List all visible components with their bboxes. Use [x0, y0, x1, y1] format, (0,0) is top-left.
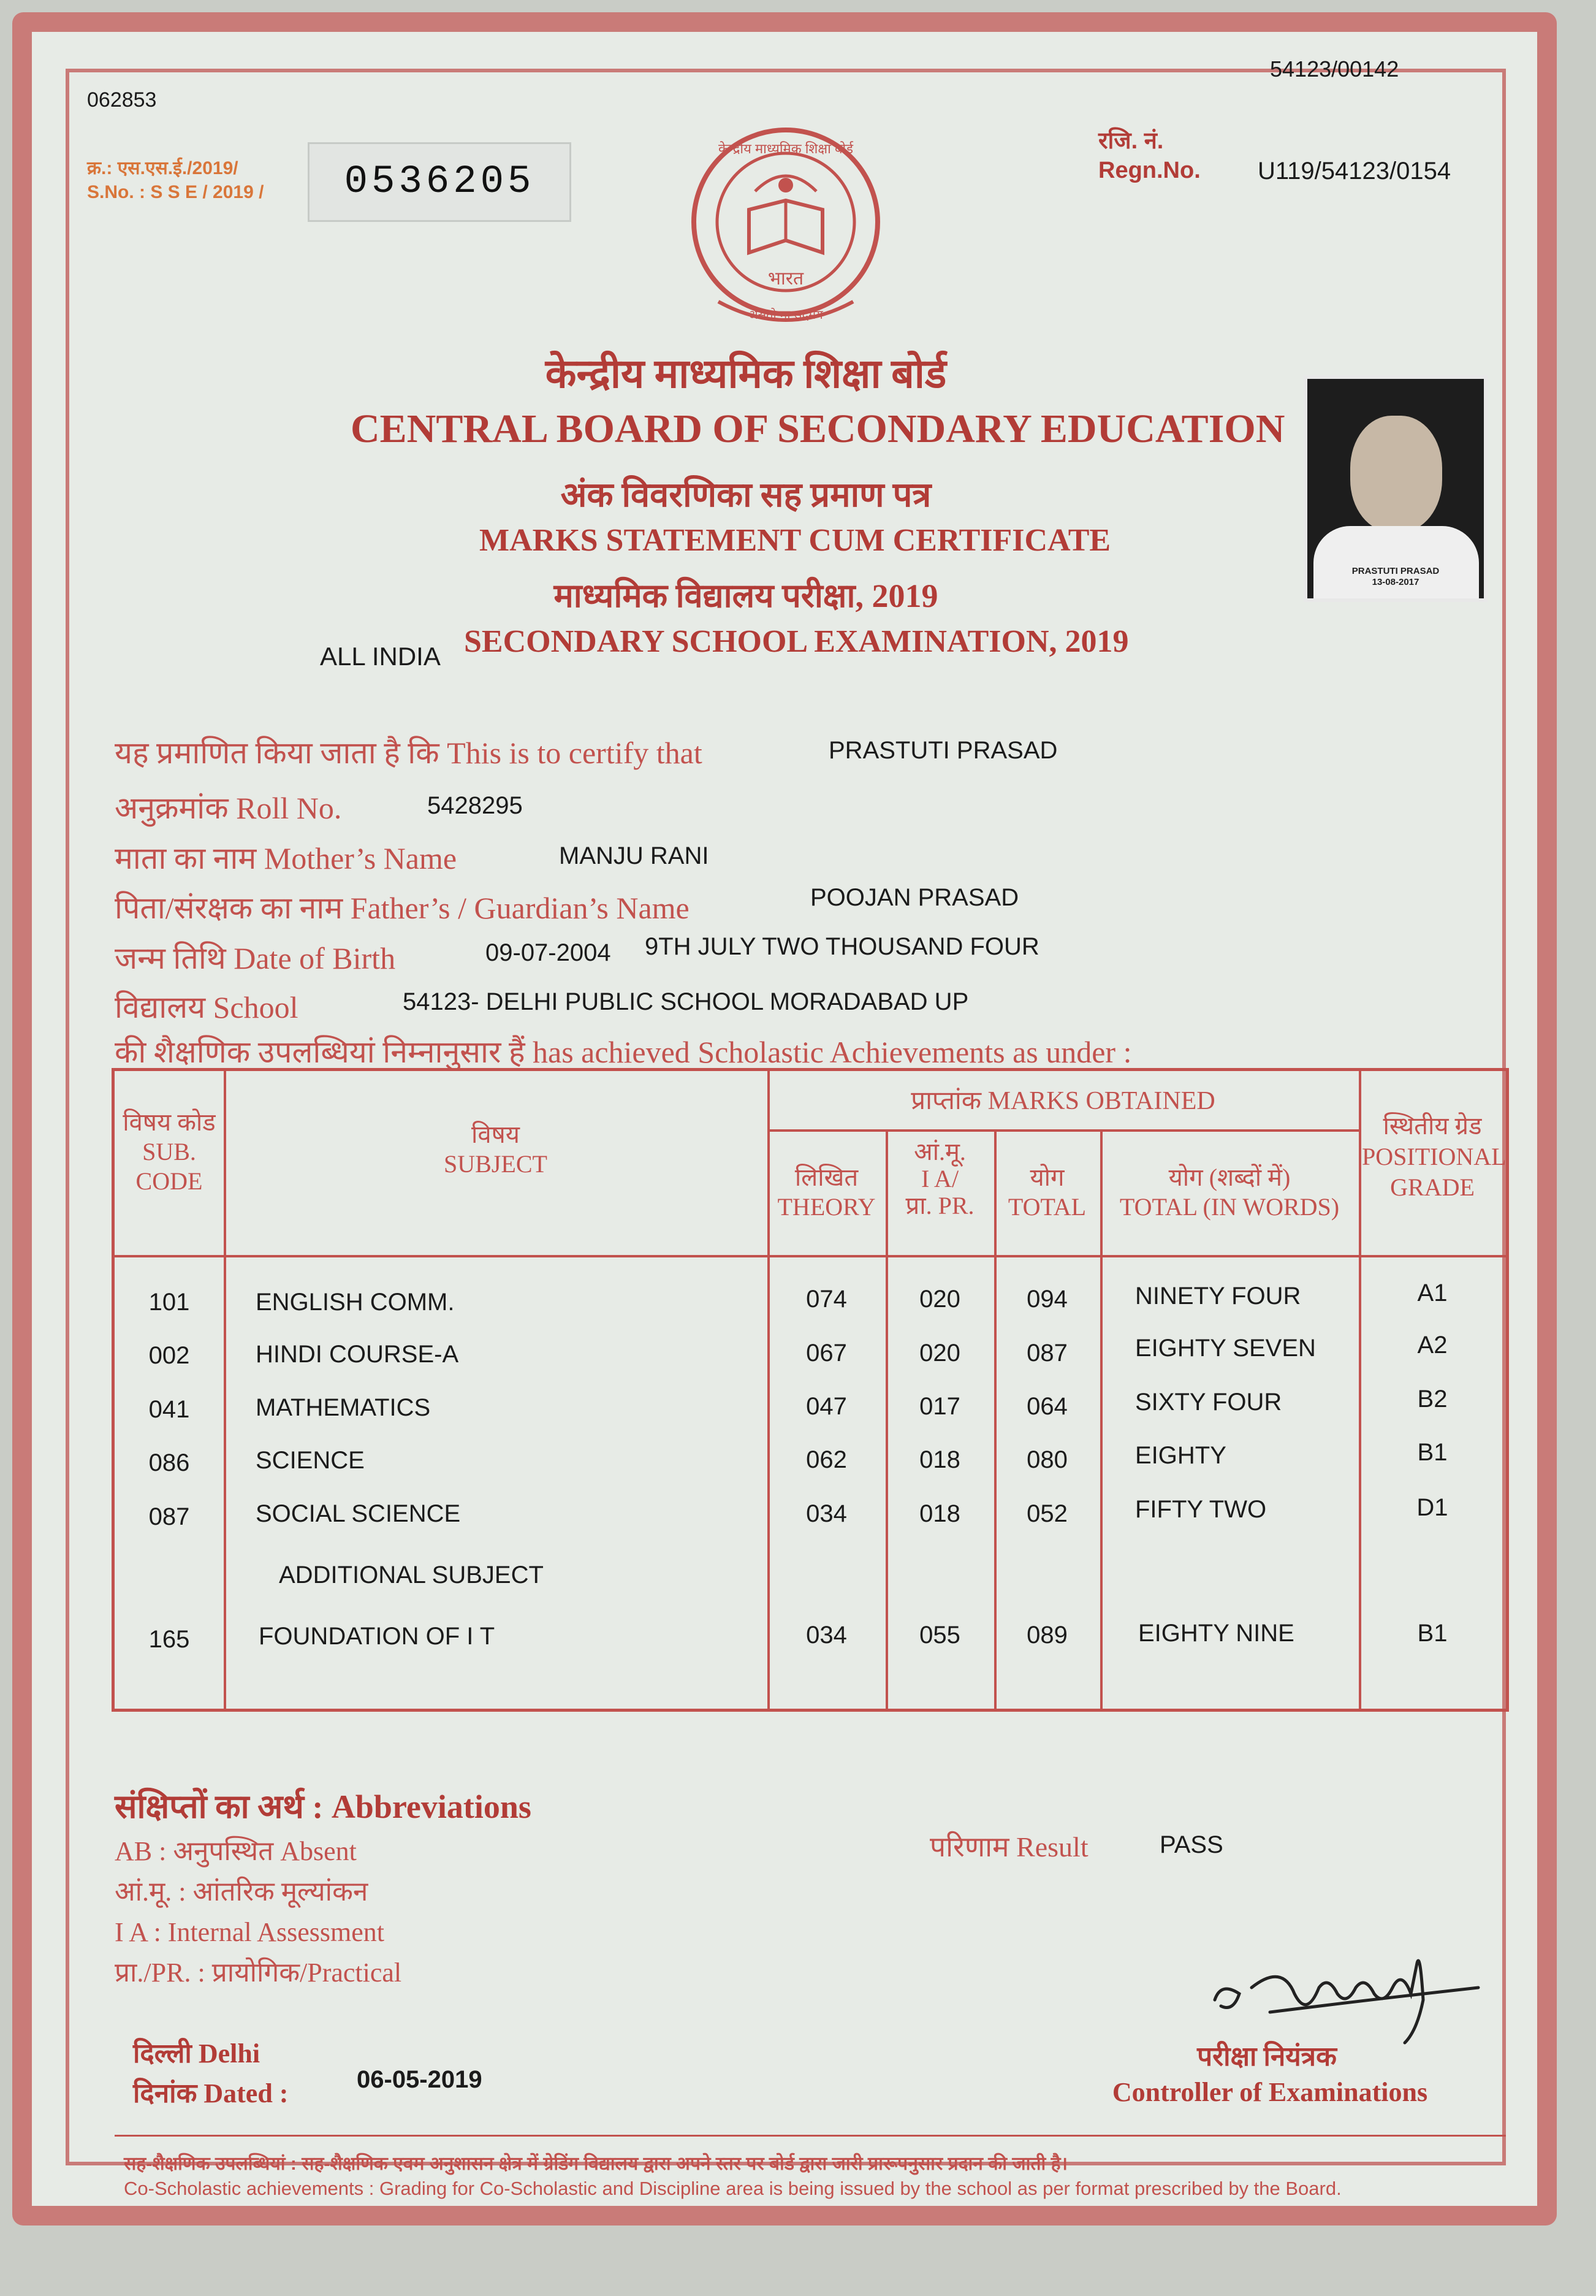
th-total-hindi: योग [1030, 1164, 1065, 1191]
abbreviation-item: I A : Internal Assessment [115, 1917, 384, 1947]
result-value: PASS [1160, 1831, 1223, 1858]
cbse-emblem [675, 118, 896, 338]
school-value: 54123- DELHI PUBLIC SCHOOL MORADABAD UP [403, 988, 969, 1015]
th-words-hindi: योग (शब्दों में) [1168, 1164, 1291, 1191]
row-subject: SCIENCE [256, 1447, 365, 1474]
additional-subject-label: ADDITIONAL SUBJECT [279, 1562, 544, 1589]
exam-hindi: माध्यमिक विद्यालय परीक्षा, 2019 [553, 578, 938, 614]
th-subject-english: SUBJECT [444, 1150, 547, 1178]
row-theory: 062 [806, 1446, 847, 1473]
abbreviation-item: आं.मू. : आंतरिक मूल्यांकन [115, 1877, 368, 1907]
row-grade: A1 [1417, 1280, 1448, 1306]
emblem-text-top: केन्द्रीय माध्यमिक शिक्षा बोर्ड [718, 141, 853, 156]
student-photo [1304, 375, 1488, 602]
th-theory-english: THEORY [777, 1193, 876, 1221]
row-code: 086 [148, 1449, 190, 1476]
emblem-text-bottom: भारत [767, 269, 804, 289]
controller-signature [1196, 1926, 1515, 2049]
row-ia: 020 [919, 1286, 960, 1313]
serial-number-box [308, 142, 571, 222]
exam-english: SECONDARY SCHOOL EXAMINATION, 2019 [464, 624, 1129, 659]
row-ia: 018 [919, 1446, 960, 1473]
abbreviation-item: AB : अनुपस्थित Absent [115, 1836, 357, 1866]
row-grade: B1 [1417, 1439, 1448, 1466]
roll-number: 5428295 [427, 792, 523, 819]
serial-label-english: S.No. : S S E / 2019 / [87, 182, 264, 202]
th-theory-hindi: लिखित [794, 1164, 859, 1191]
row-ia: 017 [919, 1393, 960, 1420]
row-total: 080 [1027, 1446, 1068, 1473]
row-subject: HINDI COURSE-A [256, 1341, 459, 1368]
marks-table [112, 1068, 1509, 1712]
row-total: 064 [1027, 1393, 1068, 1420]
row-total: 052 [1027, 1500, 1068, 1527]
result-label: परिणाम Result [930, 1831, 1089, 1863]
mother-name: MANJU RANI [559, 842, 709, 869]
regn-number: U119/54123/0154 [1258, 158, 1451, 185]
row-words: SIXTY FOUR [1135, 1389, 1282, 1416]
statement-hindi: अंक विवरणिका सह प्रमाण पत्र [560, 476, 932, 514]
row-grade: B1 [1417, 1620, 1448, 1647]
row-code: 165 [148, 1626, 190, 1653]
dob-value: 09-07-2004 [485, 939, 611, 966]
row-grade: A2 [1417, 1332, 1448, 1359]
school-label: विद्यालय School [115, 990, 298, 1024]
row-subject: ENGLISH COMM. [256, 1289, 455, 1316]
row-subject: SOCIAL SCIENCE [256, 1500, 461, 1527]
row-total: 087 [1027, 1340, 1068, 1367]
row-words: EIGHTY SEVEN [1135, 1335, 1316, 1362]
row-words: EIGHTY [1135, 1442, 1226, 1469]
regn-label-hindi: रजि. नं. [1098, 128, 1164, 154]
statement-english: MARKS STATEMENT CUM CERTIFICATE [479, 523, 1111, 558]
abbreviation-item: प्रा./PR. : प्रायोगिक/Practical [115, 1958, 402, 1988]
student-name: PRASTUTI PRASAD [829, 737, 1058, 764]
roll-label: अनुक्रमांक Roll No. [115, 791, 342, 825]
row-total: 094 [1027, 1286, 1068, 1313]
abbreviations-title [115, 1782, 531, 1828]
father-label: पिता/संरक्षक का नाम Father’s / Guardian’s Name [115, 891, 690, 925]
father-name: POOJAN PRASAD [810, 884, 1019, 911]
row-theory: 034 [806, 1500, 847, 1527]
abbreviations-list [115, 1831, 401, 1993]
row-code: 002 [148, 1342, 190, 1369]
row-grade: B2 [1417, 1386, 1448, 1413]
dob-label: जन्म तिथि Date of Birth [115, 941, 396, 975]
th-ia-english: I A/ [921, 1165, 959, 1192]
row-code: 087 [148, 1503, 190, 1530]
achieved-label: की शैक्षणिक उपलब्धियां निम्नानुसार हैं has achieved Scholastic Achievements as under : [115, 1035, 1132, 1069]
th-ia-hindi: आं.मू. [914, 1138, 966, 1165]
row-ia: 018 [919, 1500, 960, 1527]
dated-label: दिनांक Dated : [133, 2078, 289, 2108]
footer-hindi: सह-शैक्षणिक उपलब्धियां : सह-शैक्षणिक एवम अनुशासन क्षेत्र में ग्रेडिंग विद्यालय द्वारा अपने स्तर पर बोर्ड द्वारा जारी प्रारूपनुसार प्रदान की जाती है। [124, 2154, 1068, 2174]
regn-label-english: Regn.No. [1098, 158, 1201, 183]
serial-number: 0536205 [344, 160, 535, 204]
mother-label: माता का नाम Mother’s Name [115, 841, 457, 875]
row-ia: 020 [919, 1340, 960, 1367]
photo-caption-date: 13-08-2017 [1372, 577, 1419, 587]
controller-english: Controller of Examinations [1112, 2077, 1428, 2107]
serial-label-hindi: क्र.: एस.एस.ई./2019/ [87, 158, 238, 178]
row-ia: 055 [919, 1622, 960, 1649]
th-subject-hindi: विषय [471, 1121, 520, 1148]
th-grade-english: POSITIONAL GRADE [1362, 1143, 1507, 1201]
certify-label: यह प्रमाणित किया जाता है कि This is to certify that [115, 736, 702, 770]
row-code: 101 [148, 1289, 190, 1316]
th-words-english: TOTAL (IN WORDS) [1119, 1193, 1340, 1221]
row-grade: D1 [1416, 1494, 1448, 1521]
th-grade-hindi: स्थितीय ग्रेड [1383, 1112, 1482, 1140]
top-left-code: 062853 [87, 88, 157, 112]
board-name-english: CENTRAL BOARD OF SECONDARY EDUCATION [351, 406, 1285, 451]
row-total: 089 [1027, 1622, 1068, 1649]
th-code-english: SUB. CODE [135, 1138, 203, 1195]
row-words: NINETY FOUR [1135, 1283, 1301, 1310]
row-theory: 067 [806, 1340, 847, 1367]
certificate-sheet [12, 12, 1557, 2225]
photo-caption-name: PRASTUTI PRASAD [1351, 566, 1440, 576]
row-code: 041 [148, 1396, 190, 1423]
board-name-hindi: केन्द्रीय माध्यमिक शिक्षा बोर्ड [545, 352, 947, 397]
row-subject: FOUNDATION OF I T [259, 1623, 495, 1650]
th-ia-pr: प्रा. PR. [905, 1192, 975, 1219]
abbreviations-title-hindi: संक्षिप्तों का अर्थ : [115, 1788, 324, 1825]
issue-date: 06-05-2019 [357, 2066, 482, 2093]
footer-english: Co-Scholastic achievements : Grading for Co-Scholastic and Discipline area is being issued by the school as per format prescribed by the Board. [124, 2178, 1342, 2199]
place-label: दिल्ली Delhi [133, 2039, 260, 2069]
th-marks-english: MARKS OBTAINED [987, 1087, 1215, 1115]
row-theory: 074 [806, 1286, 847, 1313]
abbreviations-title-english: Abbreviations [331, 1788, 531, 1825]
th-code-hindi: विषय कोड [123, 1108, 216, 1136]
row-subject: MATHEMATICS [256, 1394, 431, 1421]
th-marks-hindi: प्राप्तांक [911, 1087, 982, 1115]
row-words: EIGHTY NINE [1138, 1620, 1294, 1647]
dob-words: 9TH JULY TWO THOUSAND FOUR [645, 933, 1039, 960]
controller-hindi: परीक्षा नियंत्रक [1197, 2042, 1337, 2072]
emblem-motto: असतो मा सद्गमय [748, 308, 823, 322]
row-theory: 047 [806, 1393, 847, 1420]
top-right-code: 54123/00142 [1270, 56, 1399, 82]
th-total-english: TOTAL [1008, 1193, 1087, 1221]
row-words: FIFTY TWO [1135, 1496, 1267, 1523]
footer-divider [115, 2135, 1506, 2137]
exam-prefix: ALL INDIA [320, 642, 441, 671]
row-theory: 034 [806, 1622, 847, 1649]
